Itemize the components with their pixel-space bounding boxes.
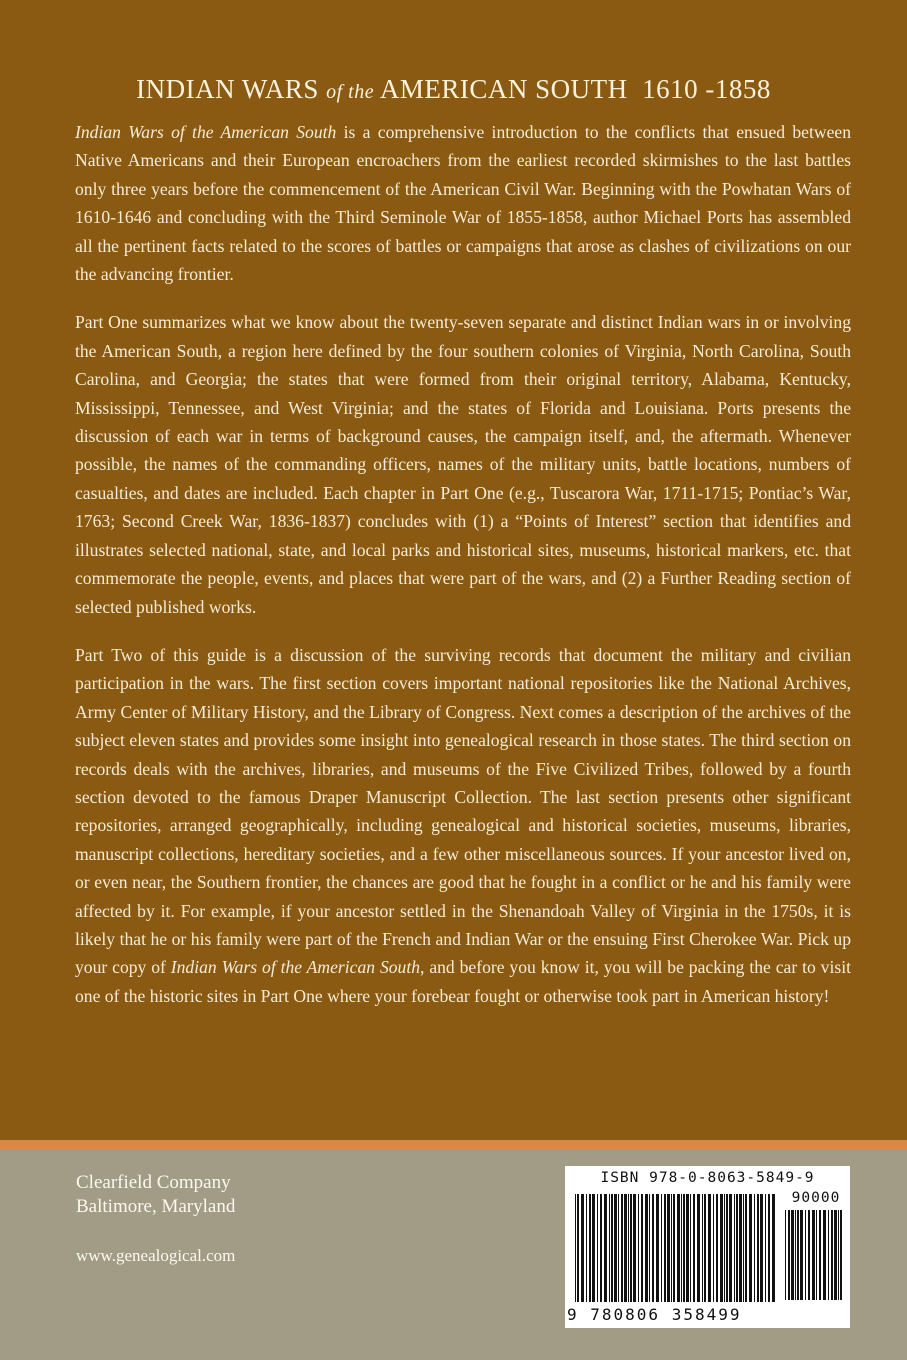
isbn-barcode xyxy=(565,1166,850,1328)
price-code: 90000 xyxy=(791,1190,841,1206)
barcode-bar xyxy=(681,1194,682,1302)
barcode-bar xyxy=(693,1194,695,1302)
barcode-bar xyxy=(621,1194,623,1302)
barcode-bar xyxy=(638,1194,639,1302)
barcode-bar xyxy=(785,1210,786,1300)
barcode-bar xyxy=(754,1194,755,1302)
publisher-website: www.genealogical.com xyxy=(76,1246,236,1265)
barcode-bar xyxy=(630,1194,632,1302)
barcode-bar xyxy=(600,1194,602,1302)
paragraph-part-one: Part One summarizes what we know about the twenty-seven separate and distinct Indian wars in or involving the American South, a region here defined by the four southern colonies of Virginia, North Carolina, South Carolina, and Georgia; the states that were formed from their original territory, Alabama, Kentucky, Mississippi, Tennessee, and West Virginia; and the states of Florida and Louisiana. Ports presents the discussion of each war in terms of background causes, the campaign itself, and, the aftermath. Whenever possible, the names of the commanding officers, names of the military units, battle locations, numbers of casualties, and dates are included. Each chapter in Part One (e.g., Tuscarora War, 1711-1715; Pontiac’s War, 1763; Second Creek War, 1836-1837) concludes with (1) a “Points of Interest” section that identifies and illustrates selected national, state, and local parks and historical sites, museums, historical markers, etc. that commemorate the people, events, and places that were part of the wars, and (2) a Further Reading section of selected published works. xyxy=(75,312,851,617)
barcode-bar xyxy=(597,1194,598,1302)
barcode-bar xyxy=(840,1210,842,1300)
barcode-bar xyxy=(745,1194,747,1302)
barcode-bar xyxy=(772,1194,775,1302)
barcode-bar xyxy=(816,1210,817,1300)
barcode-bar xyxy=(708,1194,711,1302)
description xyxy=(75,118,851,1030)
barcode-bar xyxy=(641,1194,643,1302)
barcode-bar xyxy=(834,1210,837,1300)
isbn-label: ISBN 978-0-8063-5849-9 xyxy=(600,1170,815,1186)
barcode-bar xyxy=(808,1210,810,1300)
book-title-italic: Indian Wars of the American South xyxy=(75,122,337,142)
barcode-bar xyxy=(633,1194,636,1302)
barcode-bar xyxy=(645,1194,648,1302)
publisher-block xyxy=(76,1171,235,1219)
barcode-bar xyxy=(729,1194,732,1302)
barcode-bar xyxy=(677,1194,680,1302)
title-part2: of the xyxy=(326,81,375,103)
barcode-bar xyxy=(628,1194,629,1302)
barcode-bar xyxy=(697,1194,700,1302)
barcode-bar xyxy=(805,1210,806,1300)
ean-digits: 9 780806 358499 xyxy=(567,1305,742,1324)
barcode-bar xyxy=(831,1210,833,1300)
barcode-bar xyxy=(671,1194,672,1302)
barcode-bar xyxy=(726,1194,728,1302)
barcode-bar xyxy=(577,1194,579,1302)
barcode-bar xyxy=(586,1194,587,1302)
barcode-bar xyxy=(724,1194,725,1302)
barcode-bar xyxy=(592,1194,595,1302)
barcode-bar xyxy=(690,1194,691,1302)
paragraph-intro-text: is a comprehensive introduction to the conflicts that ensued between Native Americans and their European encroachers from the earliest recorded skirmishes to the last battles only three years before the commencement of the American Civil War. Beginning with the Powhatan Wars of 1610-1646 and concluding with the Third Seminole War of 1855-1858, author Michael Ports has assembled all the pertinent facts related to the scores of battles or campaigns that arose as clashes of civilizations on our the advancing frontier. xyxy=(75,122,851,285)
paragraph-part-two-end: , and before you know it, you will be packing the car to visit one of the historic sites in Part One where your forebear fought or otherwise took part in American history! xyxy=(75,957,851,1006)
title-part3: AMERICAN SOUTH xyxy=(379,74,628,104)
barcode-bar xyxy=(704,1194,706,1302)
barcode-bar xyxy=(768,1194,770,1302)
barcode-bar xyxy=(800,1210,803,1300)
barcode-bar xyxy=(664,1194,666,1302)
barcode-bar xyxy=(736,1194,738,1302)
barcode-bar xyxy=(683,1194,685,1302)
price-barcode-bars xyxy=(785,1210,845,1304)
barcode-bar xyxy=(823,1210,826,1300)
barcode-bar xyxy=(765,1194,766,1302)
barcode-bar xyxy=(581,1194,584,1302)
barcode-bar xyxy=(575,1194,576,1302)
barcode-bar xyxy=(673,1194,675,1302)
barcode-bar xyxy=(743,1194,744,1302)
barcode-bar xyxy=(828,1210,829,1300)
barcode-bar xyxy=(624,1194,627,1302)
barcode-bar xyxy=(749,1194,752,1302)
barcode-bar xyxy=(649,1194,650,1302)
barcode-bar xyxy=(757,1194,759,1302)
barcode-bar xyxy=(797,1210,799,1300)
barcode-bar xyxy=(667,1194,670,1302)
barcode-bar xyxy=(788,1210,790,1300)
barcode-bar xyxy=(614,1194,617,1302)
barcode-bar xyxy=(812,1210,815,1300)
title-part1: INDIAN WARS xyxy=(136,74,319,104)
barcode-bar xyxy=(611,1194,613,1302)
barcode-bar xyxy=(686,1194,689,1302)
barcode-bar xyxy=(604,1194,607,1302)
barcode-bar xyxy=(838,1210,839,1300)
barcode-bar xyxy=(760,1194,763,1302)
barcode-bar xyxy=(739,1194,742,1302)
barcode-bar xyxy=(589,1194,591,1302)
barcode-bar xyxy=(734,1194,735,1302)
publisher-name: Clearfield Company xyxy=(76,1172,231,1193)
publisher-city: Baltimore, Maryland xyxy=(76,1196,236,1217)
barcode-bar xyxy=(661,1194,662,1302)
paragraph-part-two xyxy=(75,641,851,1010)
barcode-bar xyxy=(656,1194,659,1302)
barcode-bar xyxy=(713,1194,714,1302)
paragraph-intro xyxy=(75,118,851,288)
book-title-italic: Indian Wars of the American South xyxy=(170,957,421,978)
barcode-bar xyxy=(609,1194,610,1302)
paragraph-part-two-text: Part Two of this guide is a discussion of the surviving records that document the military and civilian participation in the wars. The first section covers important national repositories like the National Archives, Army Center of Military History, and the Library of Congress. Next comes a description of the archives of the subject eleven states and provides some insight into genealogical research in those states. The third section on records deals with the archives, libraries, and museums of the Five Civilized Tribes, followed by a fourth section devoted to the famous Draper Manuscript Collection. The last section presents other significant repositories, arranged geographically, including genealogical and historical societies, museums, libraries, manuscript collections, hereditary societies, and a few other miscellaneous sources. If your ancestor lived on, or even near, the Southern frontier, the chances are good that he fought in a conflict or he and his family were affected by it. For example, if your ancestor settled in the Shenandoah Valley of Virginia in the 1750s, it is likely that he or his family were part of the French and Indian War or the ensuing First Cherokee War. Pick up your copy of xyxy=(75,644,851,978)
barcode-bar xyxy=(652,1194,654,1302)
title-years: 1610 -1858 xyxy=(642,74,771,104)
ean-barcode-bars xyxy=(575,1194,779,1306)
barcode-bar xyxy=(720,1194,723,1302)
barcode-bar xyxy=(618,1194,619,1302)
divider-stripe xyxy=(0,1140,907,1149)
book-title xyxy=(0,74,907,105)
barcode-bar xyxy=(791,1210,794,1300)
barcode-bar xyxy=(702,1194,703,1302)
barcode-bar xyxy=(716,1194,718,1302)
barcode-bar xyxy=(819,1210,821,1300)
barcode-bar xyxy=(795,1210,796,1300)
